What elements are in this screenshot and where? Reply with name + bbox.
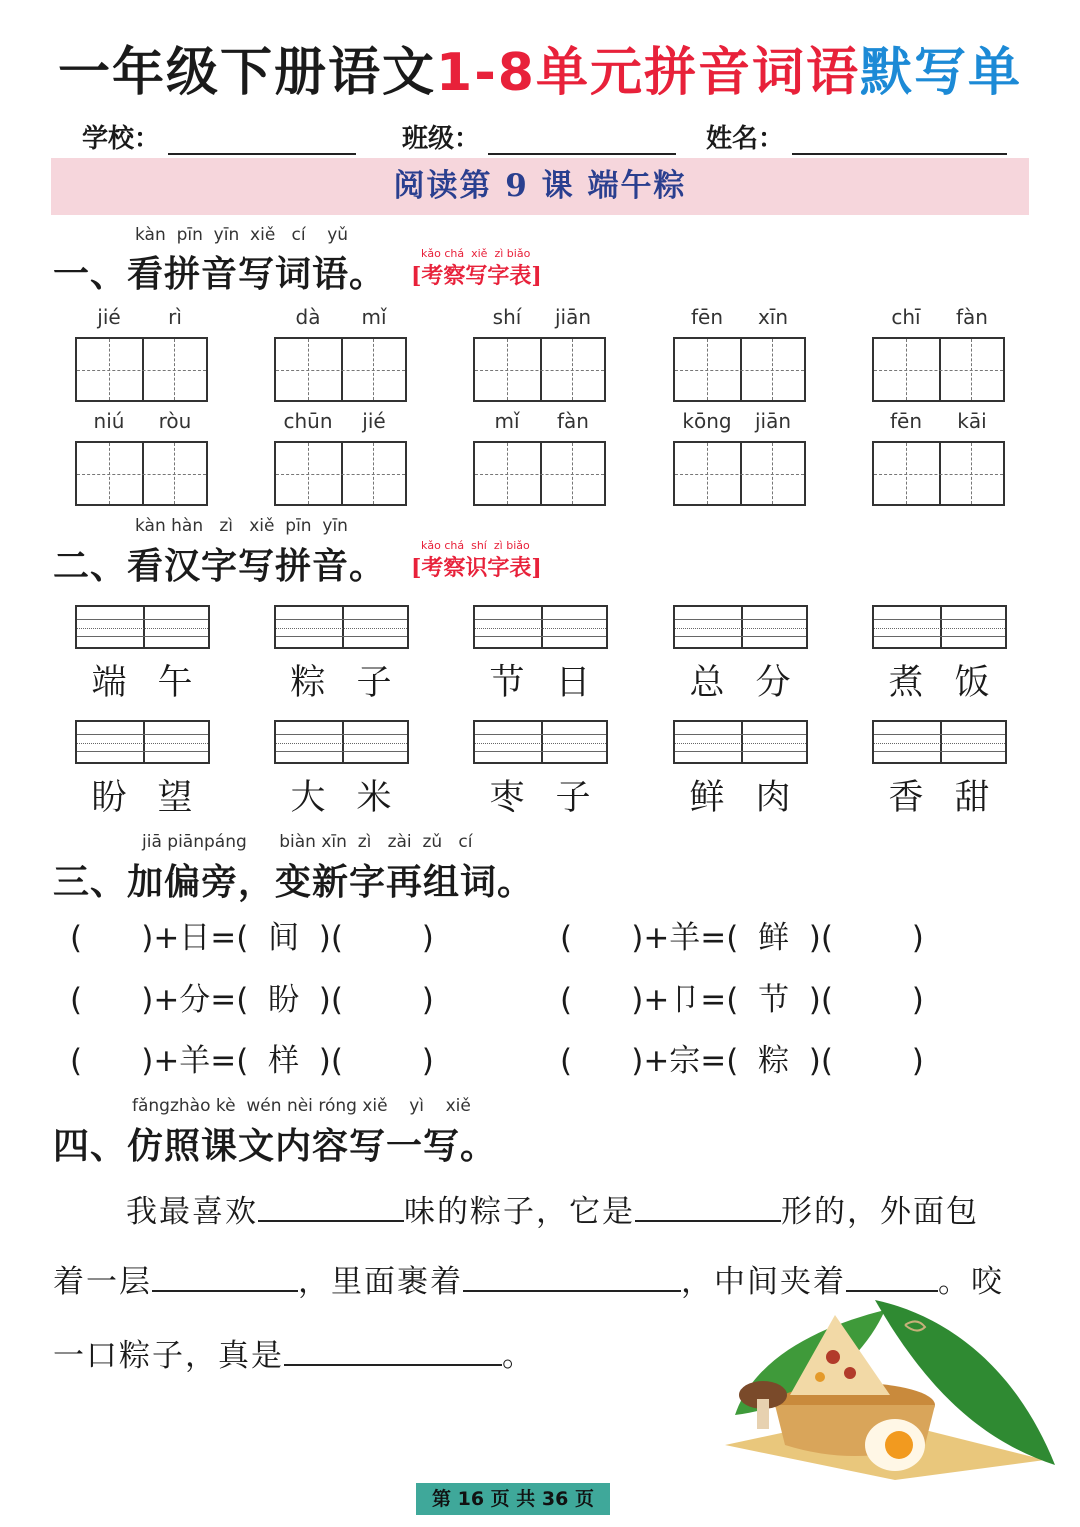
pinyin-writing-box[interactable] [274, 720, 409, 764]
class-blank[interactable] [488, 127, 676, 155]
character-writing-box[interactable] [274, 337, 407, 402]
taste-blank[interactable] [284, 1334, 502, 1366]
character-writing-box[interactable] [75, 337, 208, 402]
hanzi-label: 大 [290, 778, 326, 818]
name-field[interactable] [706, 118, 1007, 155]
pinyin-label: jiān [754, 409, 792, 433]
radical-equation-1[interactable]: ( )+日=( 间 )( ) [70, 920, 434, 956]
character-writing-box[interactable] [473, 441, 606, 506]
flavor-blank[interactable] [258, 1190, 404, 1222]
name-blank[interactable] [792, 127, 1007, 155]
pinyin-writing-box[interactable] [274, 605, 409, 649]
pinyin-label: mǐ [361, 305, 387, 329]
hanzi-label: 香 [888, 778, 924, 818]
radical-equation-6[interactable]: ( )+宗=( 粽 )( ) [560, 1043, 924, 1079]
section1-tag-ruby: kǎo chá xiě zì biǎo [421, 247, 531, 260]
pinyin-label: chī [891, 305, 921, 329]
pinyin-label: fēn [690, 305, 724, 329]
pinyin-label: shí [492, 305, 522, 329]
hanzi-label: 望 [157, 778, 193, 818]
hanzi-label: 饭 [954, 663, 990, 703]
section1-ruby: kàn pīn yīn xiě cí yǔ [135, 225, 349, 245]
radical-equation-5[interactable]: ( )+卩=( 节 )( ) [560, 982, 924, 1018]
pinyin-label: niú [93, 409, 125, 433]
outer-layer-blank[interactable] [152, 1260, 298, 1292]
section4-ruby: fǎngzhào kè wén nèi róng xiě yì xiě [132, 1096, 471, 1116]
character-writing-box[interactable] [673, 337, 806, 402]
character-writing-box[interactable] [872, 441, 1005, 506]
class-field[interactable] [402, 118, 676, 155]
pinyin-label: jié [97, 305, 121, 329]
pinyin-writing-box[interactable] [75, 720, 210, 764]
middle-filling-blank[interactable] [846, 1260, 938, 1292]
pinyin-label: kāi [957, 409, 987, 433]
section2-tag-ruby: kǎo chá shí zì biǎo [421, 539, 530, 552]
pinyin-writing-box[interactable] [872, 720, 1007, 764]
inner-filling-blank[interactable] [463, 1260, 681, 1292]
pinyin-label: ròu [158, 409, 192, 433]
hanzi-label: 子 [356, 663, 392, 703]
hanzi-label: 子 [555, 778, 591, 818]
name-label: 姓名： [706, 124, 785, 154]
writing-line-3: 一口粽子，真是 。 [53, 1330, 535, 1375]
section1-heading: 一、看拼音写词语。 [53, 253, 387, 295]
character-writing-box[interactable] [673, 441, 806, 506]
hanzi-label: 分 [755, 663, 791, 703]
class-label: 班级： [402, 124, 481, 154]
title-part-units: 1-8单元拼音词语 [436, 43, 860, 103]
character-writing-box[interactable] [473, 337, 606, 402]
character-writing-box[interactable] [75, 441, 208, 506]
radical-equation-3[interactable]: ( )+羊=( 样 )( ) [70, 1043, 434, 1079]
radical-equation-2[interactable]: ( )+分=( 盼 )( ) [70, 982, 434, 1018]
hanzi-label: 米 [356, 778, 392, 818]
pinyin-label: mǐ [494, 409, 520, 433]
hanzi-label: 端 [91, 663, 127, 703]
section3-heading: 三、加偏旁，变新字再组词。 [53, 861, 535, 903]
pinyin-label: rì [168, 305, 182, 329]
pinyin-label: fàn [956, 305, 988, 329]
pinyin-label: dà [295, 305, 321, 329]
section2-heading: 二、看汉字写拼音。 [53, 545, 387, 587]
section2-tag: [考察识字表] [411, 555, 542, 581]
hanzi-label: 粽 [290, 663, 326, 703]
radical-equation-4[interactable]: ( )+羊=( 鲜 )( ) [560, 920, 924, 956]
hanzi-label: 日 [555, 663, 591, 703]
character-writing-box[interactable] [872, 337, 1005, 402]
hanzi-label: 总 [689, 663, 725, 703]
pinyin-writing-box[interactable] [673, 720, 808, 764]
hanzi-label: 盼 [91, 778, 127, 818]
title-part-grade: 一年级下册语文 [58, 43, 437, 103]
shape-blank[interactable] [635, 1190, 781, 1222]
lesson-banner: 阅读第 9 课 端午粽 [51, 158, 1029, 215]
zongzi-illustration [715, 1295, 1060, 1480]
hanzi-label: 鲜 [689, 778, 725, 818]
page-number: 第 16 页 共 36 页 [416, 1483, 610, 1515]
pinyin-writing-box[interactable] [473, 605, 608, 649]
pinyin-writing-box[interactable] [473, 720, 608, 764]
school-label: 学校： [82, 124, 161, 154]
writing-line-2: 着一层 ，里面裹着 ，中间夹着 。咬 [53, 1256, 1004, 1301]
pinyin-label: xīn [757, 305, 789, 329]
pinyin-label: fēn [889, 409, 923, 433]
pinyin-writing-box[interactable] [872, 605, 1007, 649]
hanzi-label: 煮 [888, 663, 924, 703]
pinyin-writing-box[interactable] [673, 605, 808, 649]
section4-heading: 四、仿照课文内容写一写。 [53, 1125, 498, 1167]
writing-line-1: 我最喜欢 味的粽子，它是 形的，外面包 [126, 1186, 979, 1231]
hanzi-label: 午 [157, 663, 193, 703]
page-title [0, 30, 1080, 105]
hanzi-label: 节 [489, 663, 525, 703]
section2-ruby: kàn hàn zì xiě pīn yīn [135, 516, 348, 536]
hanzi-label: 枣 [489, 778, 525, 818]
pinyin-writing-box[interactable] [75, 605, 210, 649]
school-field[interactable] [82, 118, 356, 155]
title-part-sheet: 默写单 [859, 43, 1022, 103]
pinyin-label: kōng [682, 409, 732, 433]
character-writing-box[interactable] [274, 441, 407, 506]
pinyin-label: jié [362, 409, 386, 433]
hanzi-label: 肉 [755, 778, 791, 818]
school-blank[interactable] [168, 127, 356, 155]
section1-tag: [考察写字表] [411, 263, 542, 289]
pinyin-label: jiān [554, 305, 592, 329]
section3-ruby: jiā piānpáng biàn xīn zì zài zǔ cí [142, 832, 473, 852]
pinyin-label: fàn [557, 409, 589, 433]
pinyin-label: chūn [283, 409, 333, 433]
hanzi-label: 甜 [954, 778, 990, 818]
